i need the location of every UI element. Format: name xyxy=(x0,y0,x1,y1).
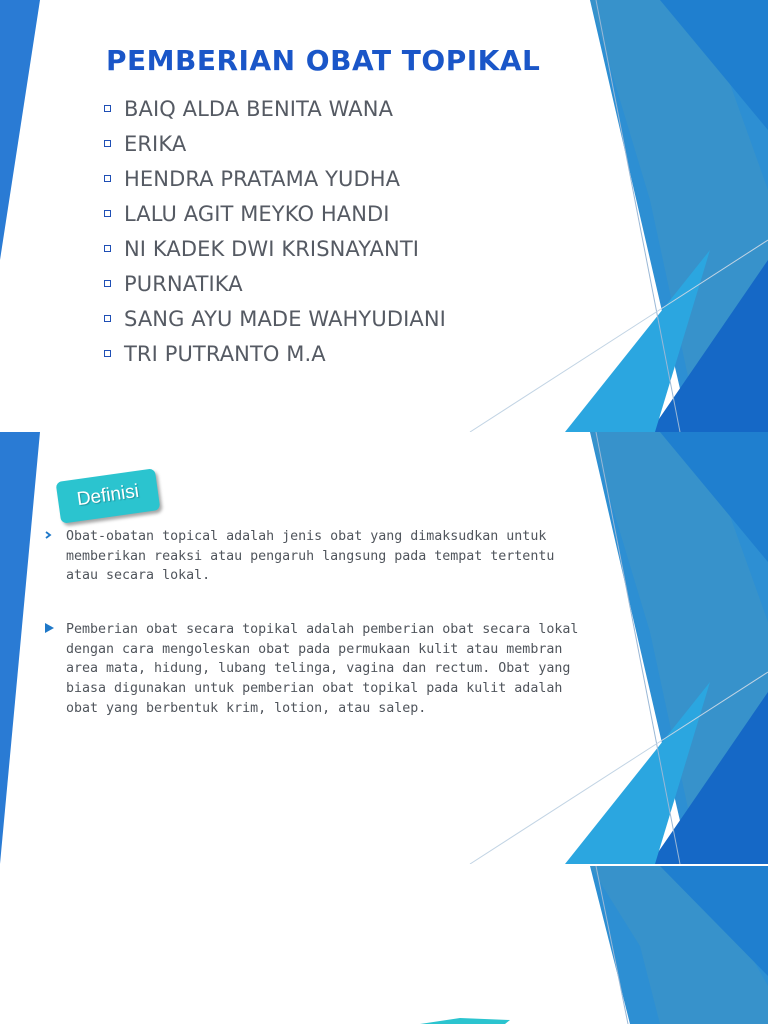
member-list xyxy=(104,91,446,371)
member-item xyxy=(104,161,446,196)
member-name: LALU AGIT MEYKO HANDI xyxy=(124,201,390,226)
hollow-square-bullet-icon xyxy=(104,245,111,252)
member-name: BAIQ ALDA BENITA WANA xyxy=(124,96,394,121)
paragraph-text: Pemberian obat secara topikal adalah pemberian obat secara lokal dengan cara mengoleskan obat pada permukaan kulit atau membran area mata, hidung, lubang telinga, vagina dan rectum. Obat yang biasa digunakan untuk pemberian obat topikal pada kulit adalah obat yang berbentuk krim, lotion, atau salep. xyxy=(66,622,579,716)
slide-background-art xyxy=(0,866,768,1024)
paragraph-text: Obat-obatan topical adalah jenis obat yang dimaksudkan untuk memberikan reaksi atau pengaruh langsung pada tempat tertentu atau secara lokal. xyxy=(66,529,555,584)
left-accent-shape xyxy=(0,0,40,260)
hollow-square-bullet-icon xyxy=(104,280,111,287)
slide-1 xyxy=(0,0,768,432)
member-name: SANG AYU MADE WAHYUDIANI xyxy=(124,306,446,331)
member-item xyxy=(104,301,446,336)
member-name: HENDRA PRATAMA YUDHA xyxy=(124,166,401,191)
member-item xyxy=(104,266,446,301)
member-name: NI KADEK DWI KRISNAYANTI xyxy=(124,236,420,261)
member-name: TRI PUTRANTO M.A xyxy=(124,341,326,366)
slide-3 xyxy=(0,866,768,1024)
hollow-square-bullet-icon xyxy=(104,210,111,217)
definition-paragraph-1 xyxy=(44,527,584,586)
hollow-square-bullet-icon xyxy=(104,105,111,112)
hollow-square-bullet-icon xyxy=(104,315,111,322)
member-item xyxy=(104,336,446,371)
definition-paragraph-2 xyxy=(44,620,584,719)
slide-2 xyxy=(0,432,768,864)
left-accent-shape xyxy=(0,432,40,864)
member-name: PURNATIKA xyxy=(124,271,243,296)
chevron-right-icon xyxy=(44,529,54,541)
member-item xyxy=(104,196,446,231)
member-item xyxy=(104,231,446,266)
triangle-right-icon xyxy=(44,622,56,636)
member-item xyxy=(104,126,446,161)
hollow-square-bullet-icon xyxy=(104,175,111,182)
definisi-badge-label: Definisi xyxy=(75,480,141,511)
member-item xyxy=(104,91,446,126)
member-name: ERIKA xyxy=(124,131,187,156)
bottom-teal-shape xyxy=(420,1018,510,1024)
hollow-square-bullet-icon xyxy=(104,140,111,147)
hollow-square-bullet-icon xyxy=(104,350,111,357)
slide-title: PEMBERIAN OBAT TOPIKAL xyxy=(106,44,541,77)
